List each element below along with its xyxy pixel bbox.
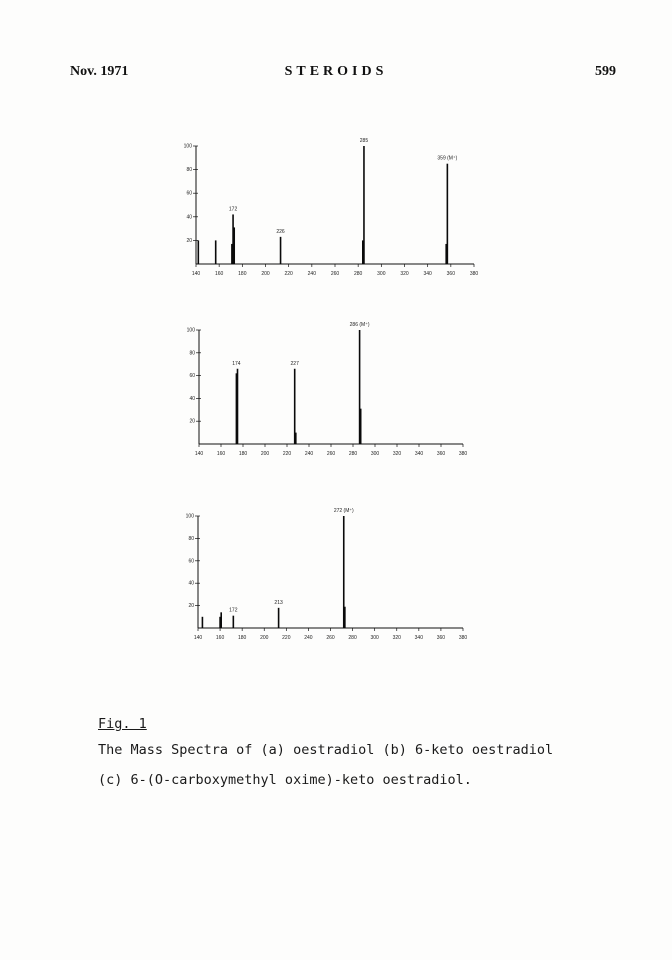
caption-line-1: The Mass Spectra of (a) oestradiol (b) 6-keto oestradiol <box>98 742 554 758</box>
header-page-number: 599 <box>595 64 616 79</box>
peak-label: 286 (M⁺) <box>349 322 370 328</box>
y-tick-label: 40 <box>189 395 195 402</box>
y-tick-label: 80 <box>189 350 195 357</box>
x-tick-label: 180 <box>238 451 248 457</box>
peak-label: 172 <box>229 607 238 614</box>
peak-label: 213 <box>274 599 283 606</box>
y-tick-label: 100 <box>186 327 195 334</box>
y-tick-label: 20 <box>189 418 195 425</box>
x-tick-label: 240 <box>304 451 314 457</box>
x-tick-label: 340 <box>423 271 432 277</box>
x-tick-label: 360 <box>446 271 456 277</box>
peak-label: 359 (M⁺) <box>437 155 458 162</box>
x-tick-label: 300 <box>370 635 379 641</box>
x-tick-label: 360 <box>436 451 446 457</box>
x-tick-label: 340 <box>414 635 424 641</box>
peak-label: 227 <box>290 360 299 367</box>
peak-label: 174 <box>232 360 241 367</box>
x-tick-label: 160 <box>216 451 226 457</box>
x-tick-label: 180 <box>237 635 247 641</box>
x-tick-label: 160 <box>215 635 225 641</box>
x-tick-label: 380 <box>458 635 468 641</box>
peak-label: 226 <box>276 228 285 235</box>
x-tick-label: 360 <box>436 635 446 641</box>
y-tick-label: 100 <box>185 513 194 520</box>
caption-line-2: (c) 6-(O-carboxymethyl oxime)-keto oestradiol. <box>98 772 472 788</box>
x-tick-label: 380 <box>458 451 468 457</box>
x-tick-label: 180 <box>238 271 247 277</box>
y-tick-label: 100 <box>183 143 192 150</box>
x-tick-label: 200 <box>260 451 270 457</box>
x-tick-label: 220 <box>282 635 291 641</box>
x-tick-label: 280 <box>348 451 358 457</box>
x-tick-label: 240 <box>307 271 317 277</box>
x-tick-label: 200 <box>260 635 269 641</box>
peak-label: 172 <box>228 206 238 213</box>
figure-label: Fig. 1 <box>98 716 147 732</box>
y-tick-label: 80 <box>188 535 194 542</box>
x-tick-label: 380 <box>469 271 479 277</box>
x-tick-label: 300 <box>377 271 386 277</box>
x-tick-label: 320 <box>392 635 401 641</box>
peak-label: 272 (M⁺) <box>333 508 354 514</box>
x-tick-label: 220 <box>284 271 293 277</box>
x-tick-label: 140 <box>194 451 204 457</box>
y-tick-label: 80 <box>186 167 192 174</box>
x-tick-label: 160 <box>214 271 224 277</box>
x-tick-label: 320 <box>392 451 402 457</box>
x-tick-label: 220 <box>282 451 292 457</box>
y-tick-label: 20 <box>188 603 194 610</box>
x-tick-label: 200 <box>261 271 270 277</box>
y-tick-label: 40 <box>186 214 192 221</box>
y-tick-label: 40 <box>188 580 194 587</box>
peak-label: 285 <box>359 138 369 144</box>
header-journal-title: STEROIDS <box>284 64 388 79</box>
x-tick-label: 280 <box>353 271 363 277</box>
x-tick-label: 260 <box>326 451 336 457</box>
y-tick-label: 60 <box>188 558 194 565</box>
y-tick-label: 60 <box>186 190 192 197</box>
x-tick-label: 300 <box>370 451 380 457</box>
y-tick-label: 60 <box>189 373 195 380</box>
x-tick-label: 320 <box>400 271 409 277</box>
x-tick-label: 280 <box>348 635 357 641</box>
x-tick-label: 140 <box>191 271 201 277</box>
x-tick-label: 140 <box>193 635 203 641</box>
x-tick-label: 260 <box>330 271 340 277</box>
y-tick-label: 20 <box>186 237 192 244</box>
x-tick-label: 340 <box>414 451 424 457</box>
x-tick-label: 240 <box>304 635 313 641</box>
header-date: Nov. 1971 <box>70 64 129 79</box>
x-tick-label: 260 <box>326 635 335 641</box>
